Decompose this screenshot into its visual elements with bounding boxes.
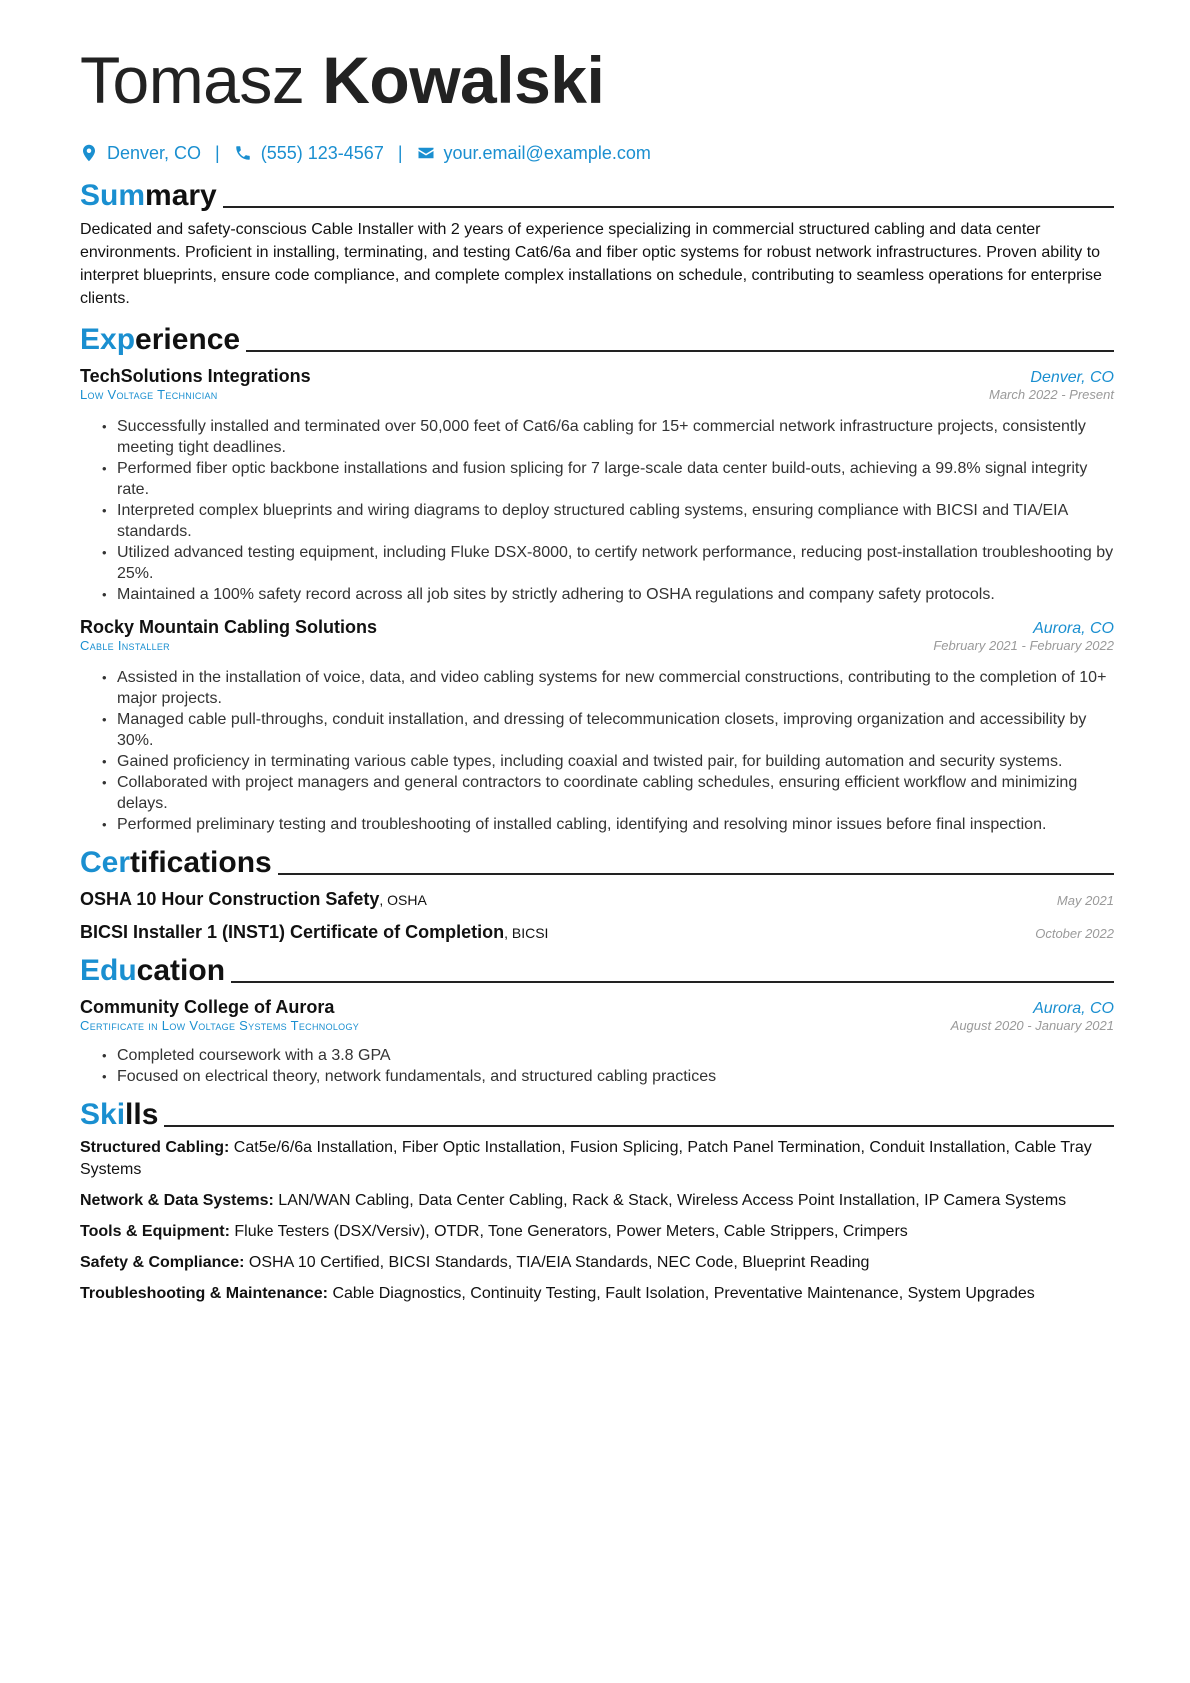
skill-label: Tools & Equipment: xyxy=(80,1223,230,1240)
location-text: Denver, CO xyxy=(107,142,202,163)
job-bullets xyxy=(80,416,1114,605)
candidate-name xyxy=(80,40,1114,120)
education-dates: August 2020 - January 2021 xyxy=(950,1018,1114,1033)
job-location: Denver, CO xyxy=(1030,369,1114,386)
bullet-item: • Interpreted complex blueprints and wiring diagrams to deploy structured cabling systems, ensuring compliance with BICSI and TIA/EIA standards. xyxy=(102,500,1114,542)
heading-accent: Edu xyxy=(80,954,137,987)
heading-rest: cation xyxy=(136,954,226,987)
phone-text: (555) 123-4567 xyxy=(260,142,384,163)
bullet-item: • Utilized advanced testing equipment, including Fluke DSX-8000, to certify network performance, reducing post-installation troubleshooting by 25%. xyxy=(102,542,1114,584)
skill-value: Fluke Testers (DSX/Versiv), OTDR, Tone Generators, Power Meters, Cable Strippers, Crimpers xyxy=(229,1223,908,1240)
skill-value: Cat5e/6/6a Installation, Fiber Optic Installation, Fusion Splicing, Patch Panel Termination, Conduit Installation, Cable Tray Systems xyxy=(80,1139,1092,1178)
bullet-item: • Collaborated with project managers and general contractors to coordinate cabling schedules, ensuring efficient workflow and minimizing delays. xyxy=(102,772,1114,814)
school-location: Aurora, CO xyxy=(1033,1000,1114,1017)
bullet-item: • Successfully installed and terminated over 50,000 feet of Cat6/6a cabling for 15+ commercial network infrastructure projects, consistently meeting tight deadlines. xyxy=(102,416,1114,458)
heading-rule xyxy=(278,873,1114,875)
education-bullets xyxy=(80,1045,1114,1087)
skill-row xyxy=(80,1190,1114,1212)
heading-rule xyxy=(231,981,1114,983)
job-dates: March 2022 - Present xyxy=(988,387,1114,402)
cert-name: OSHA 10 Hour Construction Safety xyxy=(80,889,380,909)
summary-text: Dedicated and safety-conscious Cable Installer with 2 years of experience specializing in commercial structured cabling and data center environments. Proficient in installing, terminating, and testing Cat6/6a and fiber optic systems for robust network infrastructures. Proven ability to interpret blueprints, ensure code compliance, and complete complex installations on schedule, contributing to seamless operations for enterprise clients. xyxy=(80,221,1102,307)
cert-date: October 2022 xyxy=(1035,926,1114,941)
map-pin-icon xyxy=(80,144,98,162)
cert-entry xyxy=(80,889,1114,910)
email-text: your.email@example.com xyxy=(443,142,651,163)
job-entry xyxy=(80,617,1114,835)
contact-location xyxy=(80,143,201,164)
skill-value: OSHA 10 Certified, BICSI Standards, TIA/EIA Standards, NEC Code, Blueprint Reading xyxy=(244,1254,870,1271)
experience-section xyxy=(80,320,1114,835)
job-location: Aurora, CO xyxy=(1033,620,1114,637)
skill-label: Safety & Compliance: xyxy=(80,1254,245,1271)
heading-rest: erience xyxy=(135,323,241,356)
bullet-item: • Managed cable pull-throughs, conduit installation, and dressing of telecommunication closets, improving organization and accessibility by 30%. xyxy=(102,709,1114,751)
envelope-icon xyxy=(417,144,435,162)
cert-entry xyxy=(80,922,1114,943)
cert-date: May 2021 xyxy=(1056,893,1114,908)
heading-accent: Exp xyxy=(80,323,136,356)
bullet-item: • Assisted in the installation of voice, data, and video cabling systems for new commercial constructions, contributing to the completion of 10+ major projects. xyxy=(102,667,1114,709)
education-heading xyxy=(80,951,1114,987)
company-name: Rocky Mountain Cabling Solutions xyxy=(80,617,377,637)
education-section xyxy=(80,951,1114,1087)
summary-heading xyxy=(80,176,1114,212)
certifications-heading xyxy=(80,843,1114,879)
heading-accent: Ski xyxy=(80,1098,126,1131)
skill-label: Structured Cabling: xyxy=(80,1139,230,1156)
heading-rest: mary xyxy=(145,179,217,212)
job-dates: February 2021 - February 2022 xyxy=(933,638,1114,653)
last-name: Kowalski xyxy=(322,43,605,117)
first-name: Tomasz xyxy=(80,43,305,117)
separator: | xyxy=(215,142,220,163)
certifications-section xyxy=(80,843,1114,943)
heading-accent: Cer xyxy=(80,846,131,879)
heading-accent: Sum xyxy=(80,179,146,212)
heading-rest: lls xyxy=(125,1098,159,1131)
cert-issuer: , BICSI xyxy=(504,925,549,941)
skill-row xyxy=(80,1221,1114,1243)
company-name: TechSolutions Integrations xyxy=(80,366,311,386)
skill-row xyxy=(80,1283,1114,1305)
education-entry xyxy=(80,997,1114,1087)
summary-section xyxy=(80,176,1114,310)
contact-email[interactable] xyxy=(417,143,651,164)
bullet-item: • Gained proficiency in terminating various cable types, including coaxial and twisted pair, for building automation and security systems. xyxy=(102,751,1114,772)
bullet-item: • Performed preliminary testing and troubleshooting of installed cabling, identifying and resolving minor issues before final inspection. xyxy=(102,814,1114,835)
heading-rule xyxy=(246,350,1114,352)
job-entry xyxy=(80,366,1114,605)
phone-icon xyxy=(234,144,252,162)
bullet-item: • Completed coursework with a 3.8 GPA xyxy=(102,1045,1114,1066)
job-role: Low Voltage Technician xyxy=(80,387,218,402)
contact-bar xyxy=(80,140,1114,166)
separator: | xyxy=(397,142,403,163)
skill-row xyxy=(80,1137,1114,1181)
program-name: Certificate in Low Voltage Systems Technology xyxy=(80,1018,360,1033)
job-bullets xyxy=(80,667,1114,835)
skills-section xyxy=(80,1095,1114,1305)
skill-label: Network & Data Systems: xyxy=(80,1192,274,1209)
bullet-item: • Performed fiber optic backbone installations and fusion splicing for 7 large-scale data center build-outs, achieving a 99.8% signal integrity rate. xyxy=(102,458,1114,500)
heading-rest: tifications xyxy=(130,846,272,879)
skill-label: Troubleshooting & Maintenance: xyxy=(80,1285,329,1302)
cert-name: BICSI Installer 1 (INST1) Certificate of Completion xyxy=(80,922,505,942)
school-name: Community College of Aurora xyxy=(80,997,335,1017)
heading-rule xyxy=(223,206,1114,208)
job-role: Cable Installer xyxy=(80,638,170,653)
heading-rule xyxy=(164,1125,1114,1127)
skill-value: Cable Diagnostics, Continuity Testing, Fault Isolation, Preventative Maintenance, System Upgrades xyxy=(328,1285,1035,1302)
skill-value: LAN/WAN Cabling, Data Center Cabling, Rack & Stack, Wireless Access Point Installation, IP Camera Systems xyxy=(273,1192,1067,1209)
cert-issuer: , OSHA xyxy=(379,892,427,908)
skills-heading xyxy=(80,1095,1114,1131)
skill-row xyxy=(80,1252,1114,1274)
bullet-item: • Focused on electrical theory, network fundamentals, and structured cabling practices xyxy=(102,1066,1114,1087)
contact-phone[interactable] xyxy=(234,143,384,164)
bullet-item: • Maintained a 100% safety record across all job sites by strictly adhering to OSHA regulations and company safety protocols. xyxy=(102,584,1114,605)
experience-heading xyxy=(80,320,1114,356)
